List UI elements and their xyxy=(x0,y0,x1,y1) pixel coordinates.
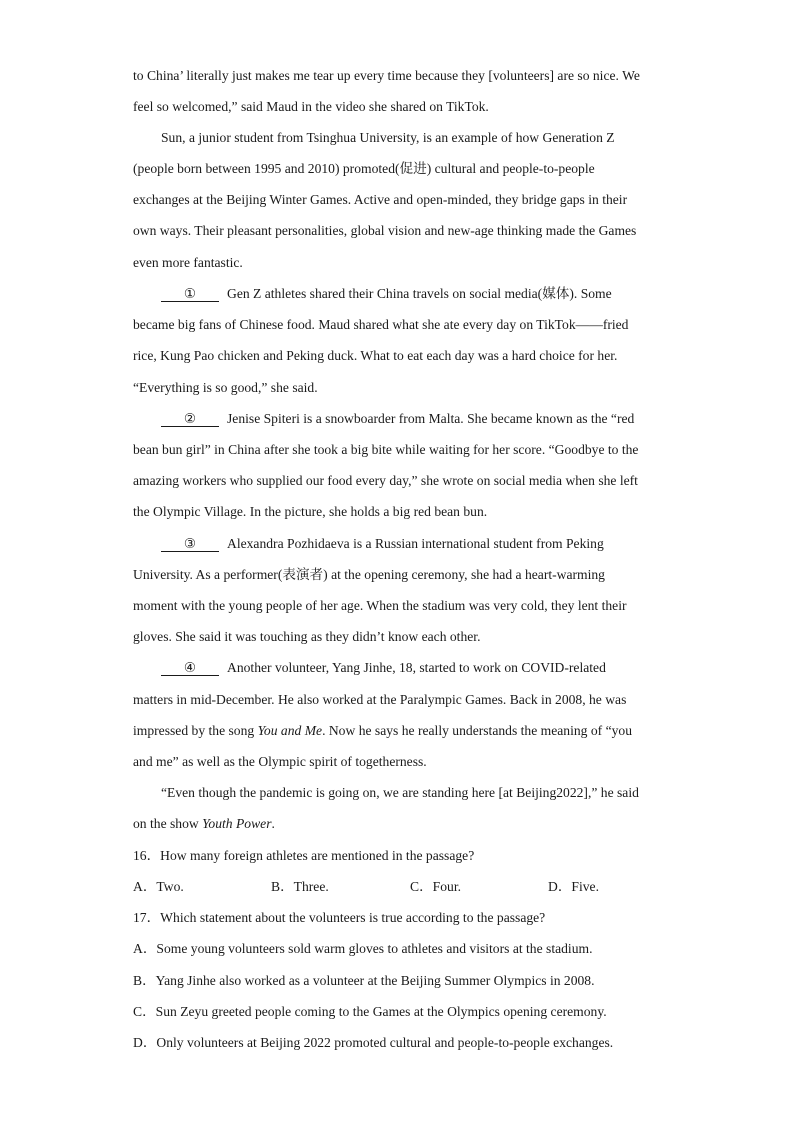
question-17-stem: 17．Which statement about the volunteers is true according to the passage? xyxy=(133,910,546,925)
paragraph-line: and me” as well as the Olympic spirit of togetherness. xyxy=(133,754,427,769)
paragraph-line xyxy=(133,814,663,834)
option-a[interactable]: A．Two. xyxy=(133,879,184,894)
option-a[interactable]: A．Some young volunteers sold warm gloves to athletes and visitors at the stadium. xyxy=(133,941,593,956)
paragraph-text: . Now he says he really understands the meaning of “you xyxy=(322,723,632,738)
paragraph-line: became big fans of Chinese food. Maud shared what she ate every day on TikTok——fried xyxy=(133,317,629,332)
question-16-stem: 16．How many foreign athletes are mentioned in the passage? xyxy=(133,848,475,863)
paragraph-line xyxy=(161,658,663,678)
show-title: Youth Power xyxy=(202,816,272,831)
paragraph-line: “Everything is so good,” she said. xyxy=(133,380,318,395)
paragraph-line xyxy=(133,721,663,741)
paragraph-line: own ways. Their pleasant personalities, global vision and new-age thinking made the Games xyxy=(133,223,637,238)
answer-blank-1: ① xyxy=(161,286,219,302)
paragraph-line: exchanges at the Beijing Winter Games. Active and open-minded, they bridge gaps in their xyxy=(133,192,628,207)
paragraph-line xyxy=(161,534,663,554)
paragraph-line: moment with the young people of her age. When the stadium was very cold, they lent their xyxy=(133,598,627,613)
option-b[interactable]: B．Yang Jinhe also worked as a volunteer at the Beijing Summer Olympics in 2008. xyxy=(133,973,595,988)
option-c[interactable]: C．Four. xyxy=(410,879,461,894)
paragraph-text: on the show xyxy=(133,816,203,831)
option-d[interactable]: D．Five. xyxy=(548,879,599,894)
paragraph-line xyxy=(161,284,663,304)
paragraph-text: Jenise Spiteri is a snowboarder from Malta. She became known as the “red xyxy=(227,411,635,426)
paragraph-line: to China’ literally just makes me tear up every time because they [volunteers] are so nice. We xyxy=(133,68,640,83)
paragraph-text: Another volunteer, Yang Jinhe, 18, started to work on COVID-related xyxy=(227,660,606,675)
option-c[interactable]: C．Sun Zeyu greeted people coming to the Games at the Olympics opening ceremony. xyxy=(133,1004,607,1019)
paragraph-line: gloves. She said it was touching as they didn’t know each other. xyxy=(133,629,481,644)
paragraph-line: rice, Kung Pao chicken and Peking duck. What to eat each day was a hard choice for her. xyxy=(133,348,618,363)
paragraph-text: Gen Z athletes shared their China travels on social media(媒体). Some xyxy=(227,286,612,301)
question-16-options xyxy=(133,877,663,897)
paragraph-line: amazing workers who supplied our food every day,” she wrote on social media when she left xyxy=(133,473,638,488)
paragraph-line: “Even though the pandemic is going on, we are standing here [at Beijing2022],” he said xyxy=(161,785,639,800)
paragraph-text: impressed by the song xyxy=(133,723,258,738)
answer-blank-4: ④ xyxy=(161,660,219,676)
paragraph-line: Sun, a junior student from Tsinghua University, is an example of how Generation Z xyxy=(161,130,615,145)
option-b[interactable]: B．Three. xyxy=(271,879,329,894)
paragraph-text: . xyxy=(271,816,275,831)
song-title: You and Me xyxy=(257,723,323,738)
paragraph-line: matters in mid-December. He also worked at the Paralympic Games. Back in 2008, he was xyxy=(133,692,627,707)
paragraph-line xyxy=(161,409,663,429)
paragraph-line: even more fantastic. xyxy=(133,255,243,270)
paragraph-line: (people born between 1995 and 2010) promoted(促进) cultural and people-to-people xyxy=(133,161,595,176)
paragraph-text: Alexandra Pozhidaeva is a Russian international student from Peking xyxy=(227,536,604,551)
paragraph-line: University. As a performer(表演者) at the opening ceremony, she had a heart-warming xyxy=(133,567,605,582)
paragraph-line: bean bun girl” in China after she took a big bite while waiting for her score. “Goodbye to the xyxy=(133,442,639,457)
option-d[interactable]: D．Only volunteers at Beijing 2022 promoted cultural and people-to-people exchanges. xyxy=(133,1035,614,1050)
paragraph-line: feel so welcomed,” said Maud in the video she shared on TikTok. xyxy=(133,99,489,114)
answer-blank-2: ② xyxy=(161,411,219,427)
answer-blank-3: ③ xyxy=(161,536,219,552)
paragraph-line: the Olympic Village. In the picture, she holds a big red bean bun. xyxy=(133,504,488,519)
